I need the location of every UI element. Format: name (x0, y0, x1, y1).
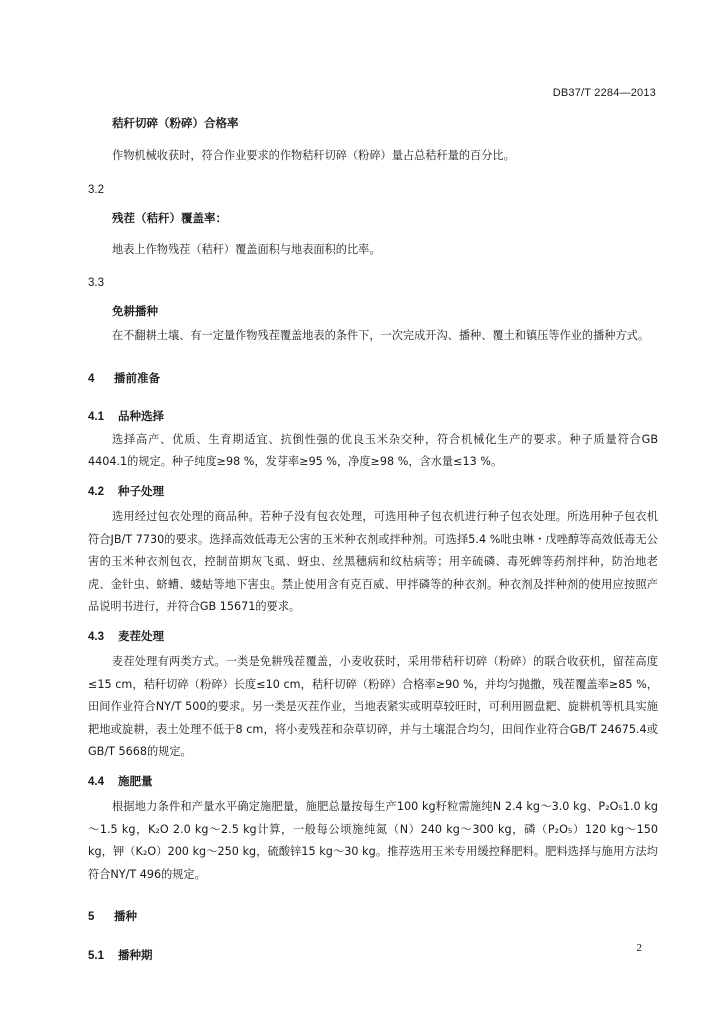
section-title: 品种选择 (118, 408, 164, 423)
term-heading: 免耕播种 (112, 304, 158, 319)
definition-paragraph: 地表上作物残茬（秸秆）覆盖面积与地表面积的比率。 (112, 242, 381, 256)
clause-number: 3.2 (88, 183, 104, 196)
body-paragraph: 根据地力条件和产量水平确定施肥量，施肥总量按每生产100 kg籽粒需施纯N 2.4 kg～3.0 kg、P₂O₅1.0 kg～1.5 kg，K₂O 2.0 kg～2.5 kg计算，一般每公顷施纯氮（N）240 kg～300 kg，磷（P₂O₅）120 kg～150 kg，钾（K₂O）200 kg～250 kg，硫酸锌15 kg～30 kg。推荐选用玉米专用缓控释肥料。肥料选择与施用方法均符合NY/T 496的规定。 (88, 799, 658, 881)
section-title: 施肥量 (118, 773, 153, 788)
section-heading (88, 370, 658, 387)
subsection-heading (88, 483, 658, 500)
section-title: 播种 (114, 909, 137, 924)
definition-paragraph: 作物机械收获时，符合作业要求的作物秸秆切碎（粉碎）量占总秸秆量的百分比。 (112, 149, 515, 162)
section-number: 4.1 (88, 410, 104, 423)
body-paragraph: 选择高产、优质、生育期适宜、抗倒性强的优良玉米杂交种，符合机械化生产的要求。种子质量符合GB 4404.1的规定。种子纯度≥98 %，发芽率≥95 %，净度≥98 %，含水量≤13 %。 (88, 432, 658, 469)
term-heading: 残茬（秸秆）覆盖率： (112, 210, 227, 225)
term-heading: 秸秆切碎（粉碎）合格率 (112, 116, 239, 130)
definition-paragraph: 在不翻耕土壤、有一定量作物残茬覆盖地表的条件下，一次完成开沟、播种、覆土和镇压等作业的播种方式。 (112, 329, 650, 343)
clause-number: 3.3 (88, 277, 104, 290)
subsection-heading (88, 408, 658, 425)
section-title: 播种期 (118, 948, 153, 963)
section-number: 4 (88, 372, 95, 385)
section-number: 4.3 (88, 630, 104, 643)
section-heading (88, 908, 658, 925)
subsection-heading (88, 628, 658, 645)
section-number: 5 (88, 911, 95, 924)
document-code: DB37/T 2284—2013 (552, 87, 656, 99)
section-title: 麦茬处理 (118, 628, 164, 643)
section-number: 5.1 (88, 950, 104, 963)
section-title: 播前准备 (114, 370, 160, 385)
body-paragraph: 麦茬处理有两类方式。一类是免耕残茬覆盖，小麦收获时，采用带秸秆切碎（粉碎）的联合收获机，留茬高度≤15 cm，秸秆切碎（粉碎）长度≤10 cm，秸秆切碎（粉碎）合格率≥90 %，并均匀抛撒，残茬覆盖率≥85 %，田间作业符合NY/T 500的要求。另一类是灭茬作业，当地表紧实或明草较旺时，可利用圆盘耙、旋耕机等机具实施耙地或旋耕，表土处理不低于8 cm，将小麦残茬和杂草切碎，并与土壤混合均匀，田间作业符合GB/T 24675.4或GB/T 5668的规定。 (88, 654, 658, 759)
section-number: 4.4 (88, 775, 104, 788)
subsection-heading (88, 947, 658, 964)
subsection-heading (88, 773, 658, 790)
section-title: 种子处理 (118, 483, 164, 498)
body-paragraph: 选用经过包衣处理的商品种。若种子没有包衣处理，可选用种子包衣机进行种子包衣处理。所选用种子包衣机符合JB/T 7730的要求。选择高效低毒无公害的玉米种衣剂或拌种剂。可选择5.4 %吡虫啉・戊唑醇等高效低毒无公害的玉米种衣剂包衣，控制苗期灰飞虱、蚜虫、丝黑穗病和纹枯病等；用辛硫磷、毒死蜱等药剂拌种，防治地老虎、金针虫、蛴螬、蝼蛄等地下害虫。禁止使用含有克百威、甲拌磷等的种衣剂。种衣剂及拌种剂的使用应按照产品说明书进行，并符合GB 15671的要求。 (88, 509, 658, 614)
section-number: 4.2 (88, 485, 104, 498)
page-number: 2 (636, 942, 642, 954)
document-body (88, 112, 658, 964)
